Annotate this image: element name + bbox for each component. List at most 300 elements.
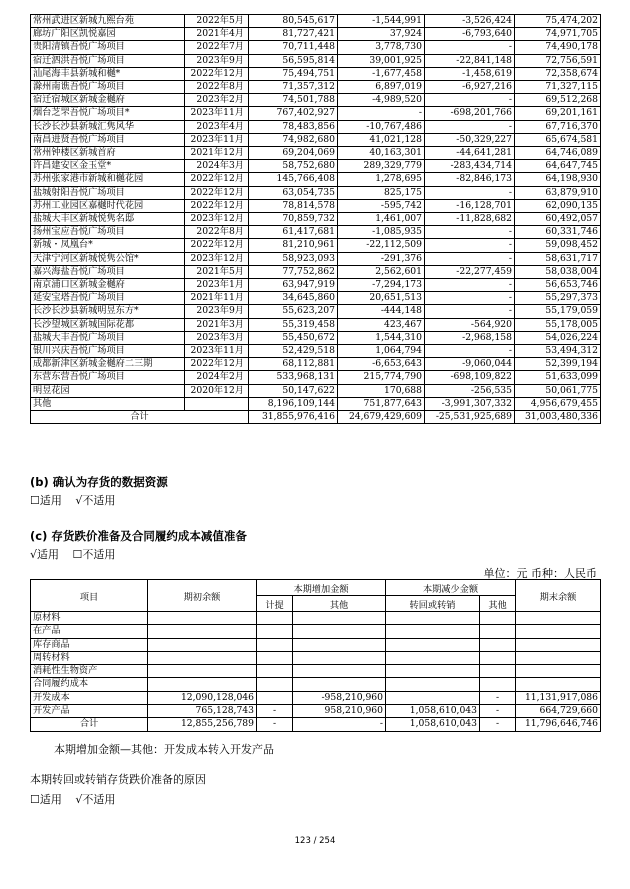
project-date: 2023年9月 xyxy=(185,305,249,318)
opening-balance: 58,923,093 xyxy=(249,252,338,265)
change-2: -2,968,158 xyxy=(425,331,515,344)
project-name: 延安宝塔吾悦广场项目 xyxy=(31,292,185,305)
change-1: 423,467 xyxy=(338,318,425,331)
project-date: 2020年12月 xyxy=(185,384,249,397)
change-2: - xyxy=(425,345,515,358)
provision-decrease-other xyxy=(480,625,516,638)
change-1: - xyxy=(338,107,425,120)
opening-balance: 58,752,680 xyxy=(249,160,338,173)
reversal-reason-block xyxy=(30,771,206,807)
opening-balance: 75,494,751 xyxy=(249,67,338,80)
provision-accrual xyxy=(257,625,293,638)
table-row xyxy=(31,279,601,292)
table-row xyxy=(31,239,601,252)
unit-currency-line: 单位：元 币种：人民币 xyxy=(483,567,597,580)
project-date: 2023年4月 xyxy=(185,120,249,133)
project-date: 2021年3月 xyxy=(185,318,249,331)
project-date: 2023年11月 xyxy=(185,107,249,120)
table-row xyxy=(31,28,601,41)
project-name: 许昌建安区金玉堂* xyxy=(31,160,185,173)
project-name: 盐城大丰区新城悦隽名邸 xyxy=(31,213,185,226)
project-date: 2021年5月 xyxy=(185,265,249,278)
project-name: 长沙长沙县新城汇隽风华 xyxy=(31,120,185,133)
provision-reversal xyxy=(386,691,480,704)
closing-balance: 62,090,135 xyxy=(515,199,601,212)
provision-item: 库存商品 xyxy=(31,638,148,651)
provision-item: 合计 xyxy=(31,718,148,731)
opening-balance: 56,595,814 xyxy=(249,54,338,67)
project-name: 扬州宝应吾悦广场项目 xyxy=(31,226,185,239)
project-name: 南京浦口区新城金樾府 xyxy=(31,279,185,292)
change-2: -16,128,701 xyxy=(425,199,515,212)
change-2: - xyxy=(425,41,515,54)
header-increase: 本期增加金额 xyxy=(257,580,386,596)
change-1: -291,376 xyxy=(338,252,425,265)
provision-accrual xyxy=(257,638,293,651)
provision-closing xyxy=(516,665,601,678)
provision-item: 开发产品 xyxy=(31,705,148,718)
project-date: 2024年2月 xyxy=(185,371,249,384)
change-1: 2,562,601 xyxy=(338,265,425,278)
change-2: -256,535 xyxy=(425,384,515,397)
provision-decrease-other xyxy=(480,612,516,625)
change-2: - xyxy=(425,252,515,265)
table-row xyxy=(31,133,601,146)
table-row xyxy=(31,665,601,678)
change-1: 41,021,128 xyxy=(338,133,425,146)
provision-reversal: 1,058,610,043 xyxy=(386,705,480,718)
reversal-reason-title: 本期转回或转销存货跌价准备的原因 xyxy=(30,773,206,786)
others-closing: 4,956,679,455 xyxy=(515,397,601,410)
project-name: 常州武进区新城九熙台苑 xyxy=(31,15,185,28)
project-date: 2023年3月 xyxy=(185,331,249,344)
project-name: 常州钟楼区新城首府 xyxy=(31,147,185,160)
opening-balance: 145,766,408 xyxy=(249,173,338,186)
table-row xyxy=(31,612,601,625)
closing-balance: 67,716,370 xyxy=(515,120,601,133)
table-row xyxy=(31,120,601,133)
provision-increase-other xyxy=(293,638,386,651)
table-row xyxy=(31,691,601,704)
header-decrease-other: 其他 xyxy=(480,596,516,612)
table-row xyxy=(31,67,601,80)
opening-balance: 77,752,862 xyxy=(249,265,338,278)
change-2: -1,458,619 xyxy=(425,67,515,80)
others-change-2: -3,991,307,332 xyxy=(425,397,515,410)
provision-increase-other xyxy=(293,651,386,664)
provision-increase-other xyxy=(293,612,386,625)
table-row xyxy=(31,345,601,358)
opening-balance: 55,319,458 xyxy=(249,318,338,331)
closing-balance: 58,631,717 xyxy=(515,252,601,265)
table-row xyxy=(31,147,601,160)
table-row xyxy=(31,265,601,278)
header-item: 项目 xyxy=(31,580,148,612)
table-row xyxy=(31,625,601,638)
closing-balance: 64,647,745 xyxy=(515,160,601,173)
opening-balance: 74,501,788 xyxy=(249,94,338,107)
opening-balance: 63,947,919 xyxy=(249,279,338,292)
project-date: 2022年12月 xyxy=(185,199,249,212)
impairment-provision-table xyxy=(30,579,601,732)
closing-balance: 60,492,057 xyxy=(515,213,601,226)
project-name: 盐城射阳吾悦广场项目 xyxy=(31,186,185,199)
others-row xyxy=(31,397,601,410)
others-date xyxy=(185,397,249,410)
provision-item: 在产品 xyxy=(31,625,148,638)
section-c-not-applicable: ☐不适用 xyxy=(72,548,116,561)
table-row xyxy=(31,718,601,731)
provision-accrual: - xyxy=(257,705,293,718)
change-1: -444,148 xyxy=(338,305,425,318)
table-row xyxy=(31,252,601,265)
change-2: - xyxy=(425,292,515,305)
closing-balance: 52,399,194 xyxy=(515,358,601,371)
provision-decrease-other xyxy=(480,678,516,691)
provision-reversal: 1,058,610,043 xyxy=(386,718,480,731)
opening-balance: 71,357,312 xyxy=(249,81,338,94)
provision-closing xyxy=(516,612,601,625)
table-row xyxy=(31,331,601,344)
change-2: -3,526,424 xyxy=(425,15,515,28)
provision-reversal xyxy=(386,665,480,678)
provision-opening xyxy=(148,638,257,651)
change-2: -6,927,216 xyxy=(425,81,515,94)
project-name: 烟台芝罘吾悦广场项目* xyxy=(31,107,185,120)
table-row xyxy=(31,318,601,331)
project-name: 东营东营吾悦广场项目 xyxy=(31,371,185,384)
table-row xyxy=(31,41,601,54)
project-name: 苏州张家港市新城和樾花园 xyxy=(31,173,185,186)
project-date: 2023年2月 xyxy=(185,94,249,107)
provision-increase-other xyxy=(293,678,386,691)
change-2: - xyxy=(425,279,515,292)
table-row xyxy=(31,305,601,318)
closing-balance: 74,490,178 xyxy=(515,41,601,54)
opening-balance: 533,968,131 xyxy=(249,371,338,384)
reversal-reason-options xyxy=(30,791,206,807)
closing-balance: 72,756,591 xyxy=(515,54,601,67)
project-name: 宿迁宿城区新城金樾府 xyxy=(31,94,185,107)
provision-closing xyxy=(516,678,601,691)
change-2: -82,846,173 xyxy=(425,173,515,186)
others-opening: 8,196,109,144 xyxy=(249,397,338,410)
project-name: 宿迁泗洪吾悦广场项目 xyxy=(31,54,185,67)
total-row xyxy=(31,411,601,424)
project-name: 盐城大丰吾悦广场项目 xyxy=(31,331,185,344)
project-name: 成都新津区新城金樾府二三期 xyxy=(31,358,185,371)
project-date: 2022年12月 xyxy=(185,67,249,80)
provision-item: 开发成本 xyxy=(31,691,148,704)
change-1: -22,112,509 xyxy=(338,239,425,252)
total-closing: 31,003,480,336 xyxy=(515,411,601,424)
section-b-options xyxy=(30,492,125,508)
project-name: 银川兴庆吾悦广场项目 xyxy=(31,345,185,358)
section-b-not-applicable: √不适用 xyxy=(75,494,116,507)
opening-balance: 70,859,732 xyxy=(249,213,338,226)
opening-balance: 61,417,681 xyxy=(249,226,338,239)
provision-item: 合同履约成本 xyxy=(31,678,148,691)
project-name: 汕尾海丰县新城和樾* xyxy=(31,67,185,80)
project-name: 天津宁河区新城悦隽公馆* xyxy=(31,252,185,265)
opening-balance: 81,210,961 xyxy=(249,239,338,252)
project-name: 长沙望城区新城国际花都 xyxy=(31,318,185,331)
opening-balance: 52,429,518 xyxy=(249,345,338,358)
change-2: -283,434,714 xyxy=(425,160,515,173)
closing-balance: 69,201,161 xyxy=(515,107,601,120)
inventory-project-table xyxy=(30,14,601,424)
closing-balance: 55,178,005 xyxy=(515,318,601,331)
change-2: -564,920 xyxy=(425,318,515,331)
project-date: 2024年3月 xyxy=(185,160,249,173)
project-name: 滁州南谯吾悦广场项目 xyxy=(31,81,185,94)
project-name: 廊坊广阳区凯悦嘉园 xyxy=(31,28,185,41)
provision-reversal xyxy=(386,638,480,651)
change-1: -595,742 xyxy=(338,199,425,212)
reason-not-applicable: √不适用 xyxy=(75,793,116,806)
provision-accrual: - xyxy=(257,718,293,731)
change-1: 20,651,513 xyxy=(338,292,425,305)
project-date: 2022年12月 xyxy=(185,358,249,371)
table-row xyxy=(31,371,601,384)
provision-item: 消耗性生物资产 xyxy=(31,665,148,678)
total-label: 合计 xyxy=(31,411,249,424)
provision-decrease-other: - xyxy=(480,691,516,704)
project-date: 2023年11月 xyxy=(185,345,249,358)
provision-opening xyxy=(148,665,257,678)
closing-balance: 71,327,115 xyxy=(515,81,601,94)
change-2: - xyxy=(425,186,515,199)
project-name: 南昌进贤吾悦广场项目 xyxy=(31,133,185,146)
change-2: -44,641,281 xyxy=(425,147,515,160)
project-date: 2022年12月 xyxy=(185,239,249,252)
change-1: 3,778,730 xyxy=(338,41,425,54)
opening-balance: 81,727,421 xyxy=(249,28,338,41)
project-date: 2022年12月 xyxy=(185,173,249,186)
opening-balance: 34,645,860 xyxy=(249,292,338,305)
closing-balance: 74,971,705 xyxy=(515,28,601,41)
provision-opening: 12,090,128,046 xyxy=(148,691,257,704)
table-row xyxy=(31,358,601,371)
closing-balance: 50,061,775 xyxy=(515,384,601,397)
change-1: 1,544,310 xyxy=(338,331,425,344)
header-reversal: 转回或转销 xyxy=(386,596,480,612)
provision-accrual xyxy=(257,678,293,691)
opening-balance: 63,054,735 xyxy=(249,186,338,199)
section-c-title: (c) 存货跌价准备及合同履约成本减值准备 xyxy=(30,529,247,543)
closing-balance: 54,026,224 xyxy=(515,331,601,344)
provision-decrease-other xyxy=(480,651,516,664)
header-accrual: 计提 xyxy=(257,596,293,612)
others-change-1: 751,877,643 xyxy=(338,397,425,410)
change-2: -22,277,459 xyxy=(425,265,515,278)
change-2: - xyxy=(425,305,515,318)
opening-balance: 50,147,622 xyxy=(249,384,338,397)
table-row xyxy=(31,705,601,718)
provision-closing: 11,796,646,746 xyxy=(516,718,601,731)
project-name: 苏州工业园区嘉樾时代花园 xyxy=(31,199,185,212)
change-1: 1,278,695 xyxy=(338,173,425,186)
closing-balance: 53,494,312 xyxy=(515,345,601,358)
total-opening: 31,855,976,416 xyxy=(249,411,338,424)
closing-balance: 64,746,089 xyxy=(515,147,601,160)
closing-balance: 55,179,059 xyxy=(515,305,601,318)
change-2: -9,060,044 xyxy=(425,358,515,371)
section-c-applicable: √适用 xyxy=(30,548,60,561)
table-row xyxy=(31,160,601,173)
table-row xyxy=(31,292,601,305)
header-increase-other: 其他 xyxy=(293,596,386,612)
project-date: 2023年12月 xyxy=(185,252,249,265)
change-1: 1,461,007 xyxy=(338,213,425,226)
provision-reversal xyxy=(386,625,480,638)
opening-balance: 70,711,448 xyxy=(249,41,338,54)
project-date: 2021年11月 xyxy=(185,292,249,305)
change-1: 37,924 xyxy=(338,28,425,41)
change-2: -698,201,766 xyxy=(425,107,515,120)
project-name: 贵阳清镇吾悦广场项目 xyxy=(31,41,185,54)
table-row xyxy=(31,81,601,94)
change-1: 825,175 xyxy=(338,186,425,199)
provision-decrease-other: - xyxy=(480,705,516,718)
provision-reversal xyxy=(386,651,480,664)
closing-balance: 59,098,452 xyxy=(515,239,601,252)
page-number: 123 / 254 xyxy=(294,836,336,846)
provision-decrease-other xyxy=(480,638,516,651)
change-2: -50,329,227 xyxy=(425,133,515,146)
provision-closing xyxy=(516,638,601,651)
provision-reversal xyxy=(386,612,480,625)
change-1: -4,989,520 xyxy=(338,94,425,107)
closing-balance: 51,633,099 xyxy=(515,371,601,384)
project-name: 新城・凤凰台* xyxy=(31,239,185,252)
change-1: 289,329,779 xyxy=(338,160,425,173)
provision-item: 周转材料 xyxy=(31,651,148,664)
provision-opening: 12,855,256,789 xyxy=(148,718,257,731)
change-2: - xyxy=(425,94,515,107)
total-change-1: 24,679,429,609 xyxy=(338,411,425,424)
change-2: - xyxy=(425,120,515,133)
closing-balance: 56,653,746 xyxy=(515,279,601,292)
change-2: -22,841,148 xyxy=(425,54,515,67)
project-date: 2023年1月 xyxy=(185,279,249,292)
project-date: 2023年12月 xyxy=(185,213,249,226)
table-row xyxy=(31,678,601,691)
opening-balance: 80,545,617 xyxy=(249,15,338,28)
provision-reversal xyxy=(386,678,480,691)
provision-accrual xyxy=(257,665,293,678)
provision-increase-other: - xyxy=(293,718,386,731)
change-1: -7,294,173 xyxy=(338,279,425,292)
header-opening-balance: 期初余额 xyxy=(148,580,257,612)
change-2: - xyxy=(425,226,515,239)
change-2: -11,828,682 xyxy=(425,213,515,226)
provision-closing: 11,131,917,086 xyxy=(516,691,601,704)
table-row xyxy=(31,638,601,651)
others-label: 其他 xyxy=(31,397,185,410)
provision-increase-other: 958,210,960 xyxy=(293,705,386,718)
total-change-2: -25,531,925,689 xyxy=(425,411,515,424)
table-row xyxy=(31,226,601,239)
header-decrease: 本期减少金额 xyxy=(386,580,516,596)
table-row xyxy=(31,186,601,199)
provision-opening xyxy=(148,678,257,691)
opening-balance: 55,450,672 xyxy=(249,331,338,344)
provision-accrual xyxy=(257,612,293,625)
closing-balance: 75,474,202 xyxy=(515,15,601,28)
reason-applicable: ☐适用 xyxy=(30,793,62,806)
table-row xyxy=(31,651,601,664)
project-name: 明昱花园 xyxy=(31,384,185,397)
project-date: 2022年12月 xyxy=(185,186,249,199)
provision-decrease-other: - xyxy=(480,718,516,731)
closing-balance: 64,198,930 xyxy=(515,173,601,186)
table-row xyxy=(31,94,601,107)
project-date: 2022年8月 xyxy=(185,226,249,239)
table-row xyxy=(31,173,601,186)
project-date: 2021年12月 xyxy=(185,147,249,160)
closing-balance: 72,358,674 xyxy=(515,67,601,80)
change-1: 40,163,301 xyxy=(338,147,425,160)
change-1: -1,677,458 xyxy=(338,67,425,80)
provision-opening: 765,128,743 xyxy=(148,705,257,718)
project-name: 长沙长沙县新城明昱东方* xyxy=(31,305,185,318)
opening-balance: 69,204,069 xyxy=(249,147,338,160)
closing-balance: 60,331,746 xyxy=(515,226,601,239)
project-date: 2021年4月 xyxy=(185,28,249,41)
change-1: -6,653,643 xyxy=(338,358,425,371)
table-row xyxy=(31,199,601,212)
change-2: - xyxy=(425,239,515,252)
section-b-title: (b) 确认为存货的数据资源 xyxy=(30,475,168,489)
change-2: -6,793,640 xyxy=(425,28,515,41)
project-date: 2022年7月 xyxy=(185,41,249,54)
opening-balance: 68,112,881 xyxy=(249,358,338,371)
change-1: 39,001,925 xyxy=(338,54,425,67)
opening-balance: 78,483,856 xyxy=(249,120,338,133)
project-date: 2022年8月 xyxy=(185,81,249,94)
provision-increase-other xyxy=(293,625,386,638)
table-row xyxy=(31,107,601,120)
closing-balance: 65,674,581 xyxy=(515,133,601,146)
project-date: 2023年9月 xyxy=(185,54,249,67)
opening-balance: 767,402,927 xyxy=(249,107,338,120)
provision-closing xyxy=(516,625,601,638)
change-1: -1,085,935 xyxy=(338,226,425,239)
change-1: 6,897,019 xyxy=(338,81,425,94)
provision-accrual xyxy=(257,651,293,664)
change-1: 170,688 xyxy=(338,384,425,397)
change-2: -698,109,822 xyxy=(425,371,515,384)
opening-balance: 78,814,578 xyxy=(249,199,338,212)
closing-balance: 69,512,268 xyxy=(515,94,601,107)
project-name: 嘉兴海盐吾悦广场项目 xyxy=(31,265,185,278)
change-1: 1,064,794 xyxy=(338,345,425,358)
provision-decrease-other xyxy=(480,665,516,678)
provision-increase-other: -958,210,960 xyxy=(293,691,386,704)
provision-opening xyxy=(148,625,257,638)
increase-other-note: 本期增加金额—其他：开发成本转入开发产品 xyxy=(54,743,274,756)
provision-increase-other xyxy=(293,665,386,678)
table-row xyxy=(31,15,601,28)
change-1: 215,774,790 xyxy=(338,371,425,384)
change-1: -10,767,486 xyxy=(338,120,425,133)
closing-balance: 58,038,004 xyxy=(515,265,601,278)
header-closing-balance: 期末余额 xyxy=(516,580,601,612)
project-date: 2022年5月 xyxy=(185,15,249,28)
provision-item: 原材料 xyxy=(31,612,148,625)
closing-balance: 63,879,910 xyxy=(515,186,601,199)
